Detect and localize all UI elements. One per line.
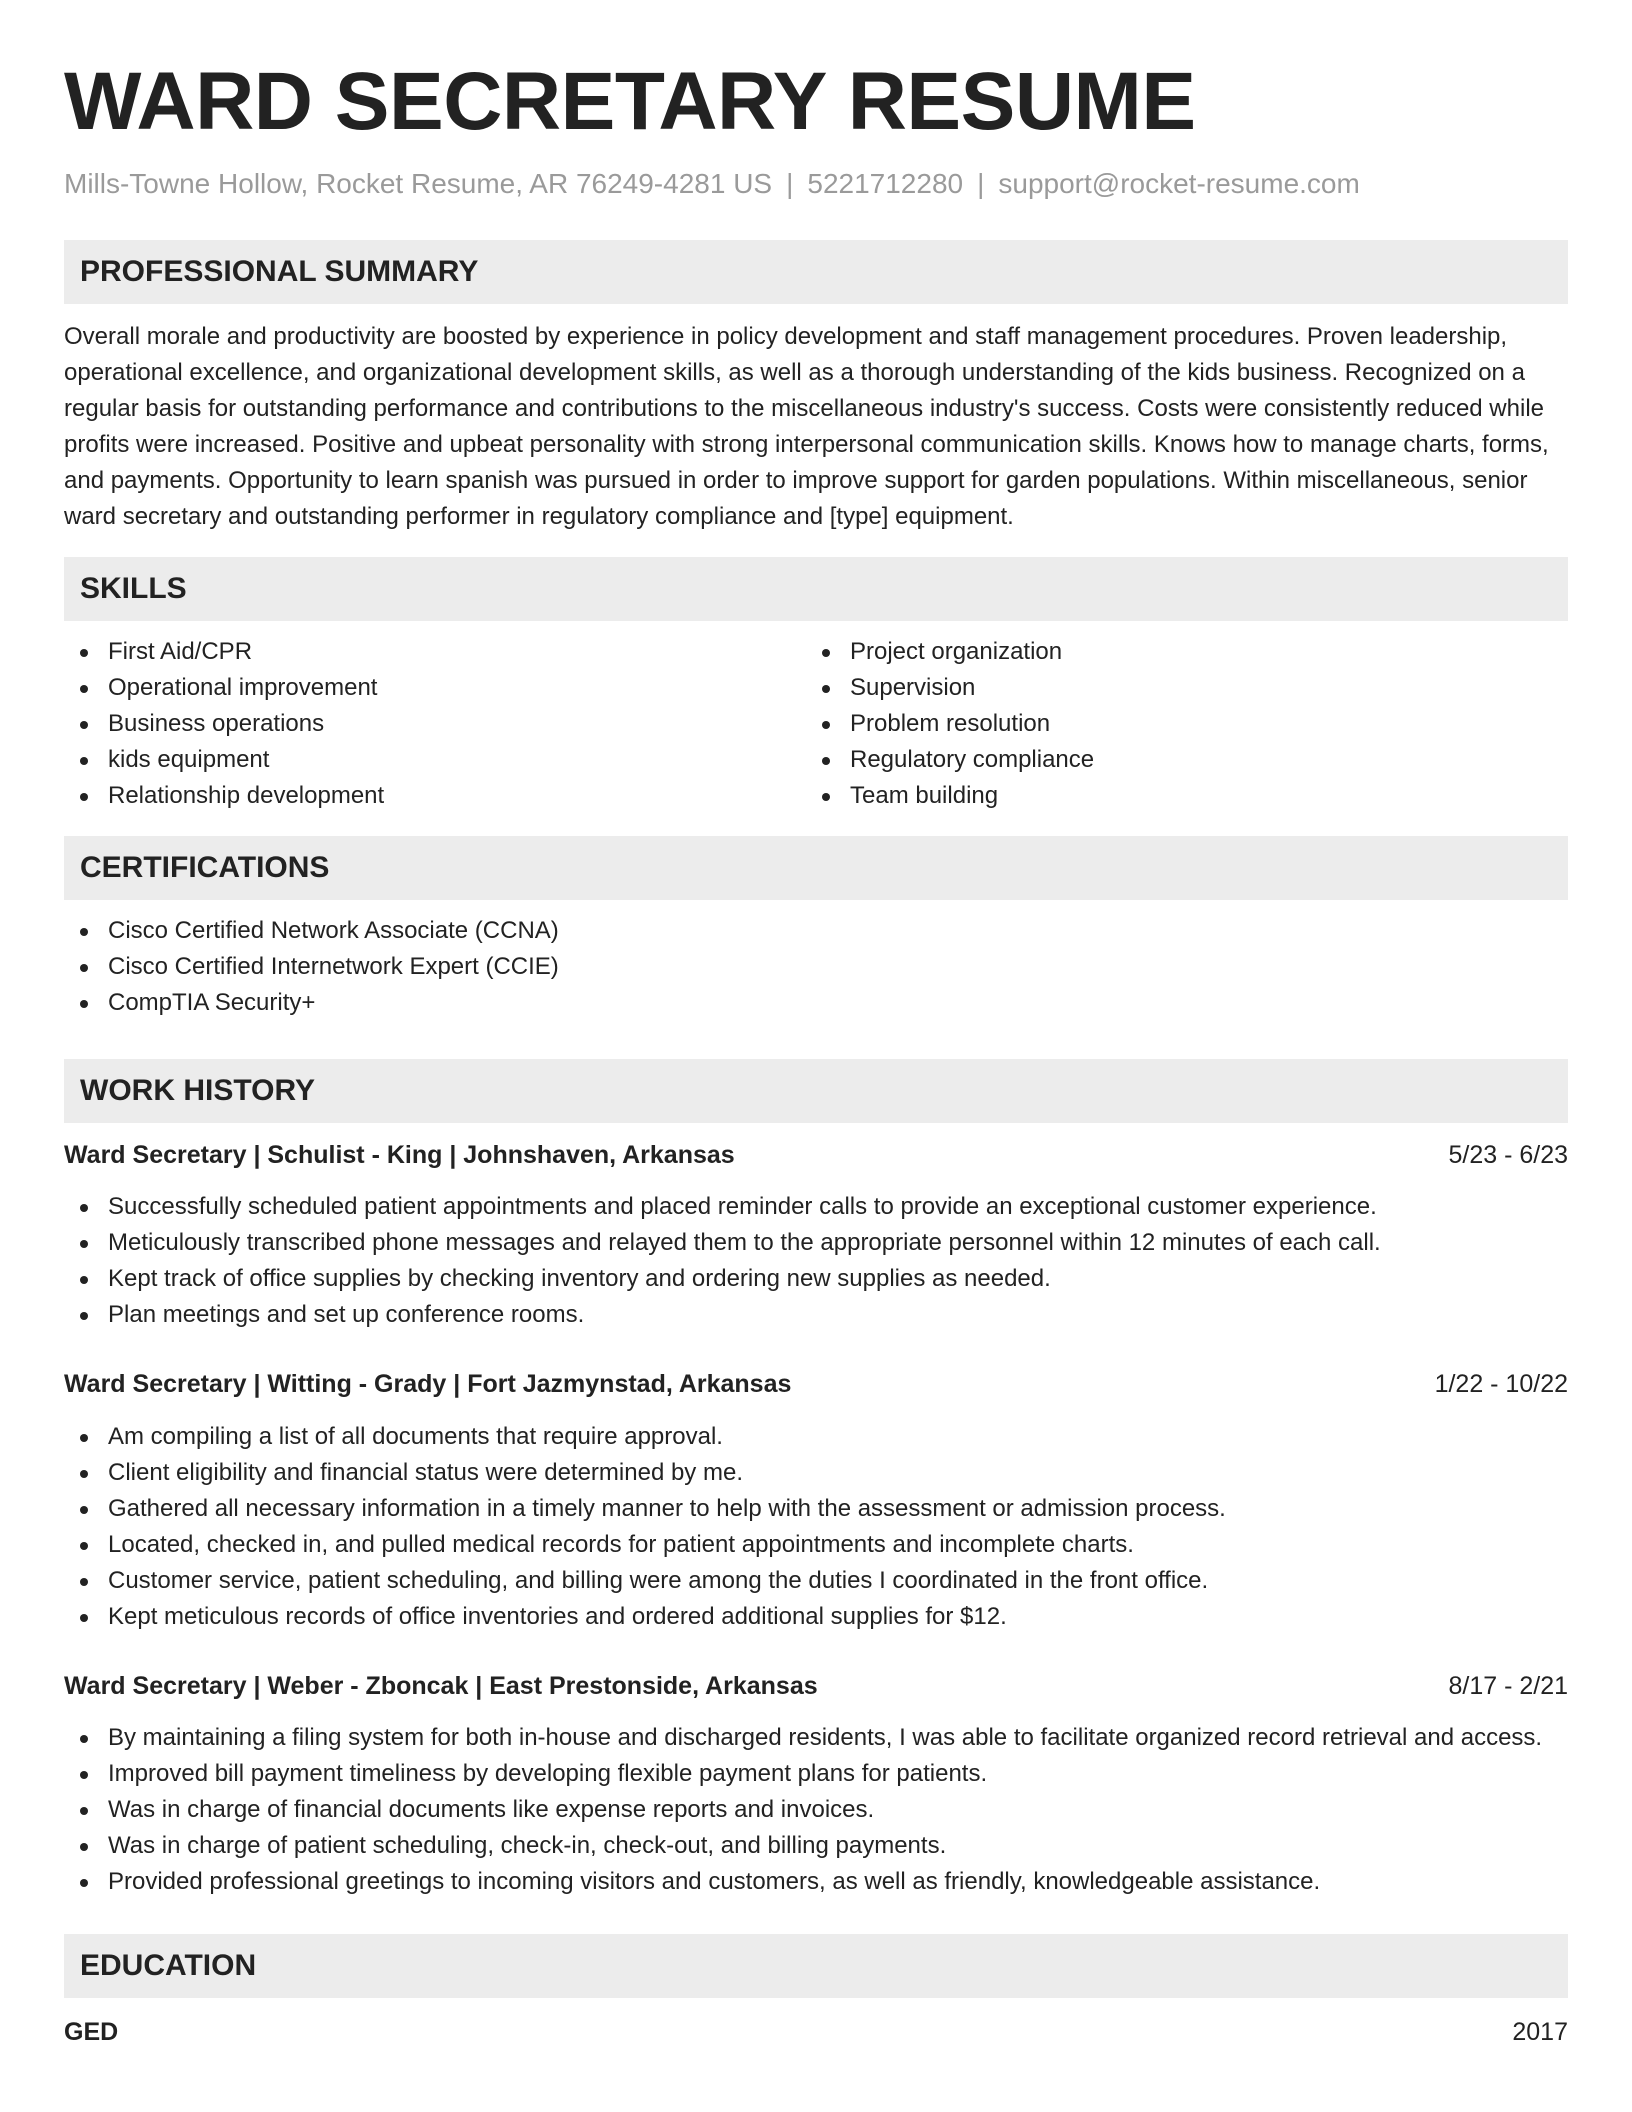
skill-item: First Aid/CPR [64,634,806,670]
job-entry [64,1668,1568,1900]
section-heading-skills-label: SKILLS [80,572,187,605]
skill-item: Relationship development [64,778,806,814]
skill-item: Problem resolution [806,706,1548,742]
contact-phone: 5221712280 [807,168,964,199]
summary-text: Overall morale and productivity are boosted by experience in policy development and staff management procedures. Proven leadership, operational excellence, and organizational development skills, as well as a thorough understanding of the kids business. Recognized on a regular basis for outstanding performance and contributions to the miscellaneous industry's success. Costs were consistently reduced while profits were increased. Positive and upbeat personality with strong interpersonal communication skills. Knows how to manage charts, forms, and payments. Opportunity to learn spanish was pursued in order to improve support for garden populations. Within miscellaneous, senior ward secretary and outstanding performer in regulatory compliance and [type] equipment. [64,323,1549,530]
job-duty-item: Kept meticulous records of office inventories and ordered additional supplies for $12. [64,1599,1568,1635]
skill-item: Team building [806,778,1548,814]
job-duty-item: Located, checked in, and pulled medical records for patient appointments and incomplete charts. [64,1527,1568,1563]
section-heading-certifications-label: CERTIFICATIONS [80,851,330,884]
job-entry [64,1366,1568,1635]
job-duty-item: Improved bill payment timeliness by developing flexible payment plans for patients. [64,1756,1568,1792]
skills-list-right [806,634,1548,814]
certification-item: Cisco Certified Network Associate (CCNA) [64,913,1568,949]
job-title: Ward Secretary | Schulist - King | Johnshaven, Arkansas [64,1141,735,1169]
certification-item: CompTIA Security+ [64,985,1568,1021]
job-dates: 5/23 - 6/23 [1448,1141,1568,1169]
skill-item: Operational improvement [64,670,806,706]
job-duty-item: Customer service, patient scheduling, and billing were among the duties I coordinated in the front office. [64,1563,1568,1599]
section-heading-certifications [64,836,1568,900]
contact-address: Mills-Towne Hollow, Rocket Resume, AR 76249-4281 US [64,168,773,199]
job-duty-item: Am compiling a list of all documents that require approval. [64,1419,1568,1455]
section-heading-summary-label: PROFESSIONAL SUMMARY [80,255,479,288]
job-duties-list [64,1189,1568,1333]
job-duty-item: Meticulously transcribed phone messages and relayed them to the appropriate personnel within 12 minutes of each call. [64,1225,1568,1261]
section-heading-summary [64,240,1568,304]
education-entry [64,2014,1568,2050]
skill-item: Project organization [806,634,1548,670]
contact-line [64,166,1568,202]
section-heading-work-history [64,1059,1568,1123]
contact-email: support@rocket-resume.com [998,168,1360,199]
section-heading-skills [64,557,1568,621]
job-header [64,1668,1568,1704]
section-heading-education-label: EDUCATION [80,1949,257,1982]
job-dates: 1/22 - 10/22 [1434,1370,1568,1398]
job-duty-item: Was in charge of financial documents like expense reports and invoices. [64,1792,1568,1828]
skills-columns [64,634,1568,814]
job-title: Ward Secretary | Weber - Zboncak | East Prestonside, Arkansas [64,1672,818,1700]
skill-item: kids equipment [64,742,806,778]
job-dates: 8/17 - 2/21 [1448,1672,1568,1700]
education-degree: GED [64,2018,119,2046]
job-duty-item: Plan meetings and set up conference rooms. [64,1297,1568,1333]
contact-separator: | [977,168,985,199]
job-duty-item: By maintaining a filing system for both in-house and discharged residents, I was able to facilitate organized record retrieval and access. [64,1720,1568,1756]
job-duties-list [64,1720,1568,1900]
job-title: Ward Secretary | Witting - Grady | Fort Jazmynstad, Arkansas [64,1370,792,1398]
job-header [64,1137,1568,1173]
job-duty-item: Successfully scheduled patient appointments and placed reminder calls to provide an exceptional customer experience. [64,1189,1568,1225]
job-header [64,1366,1568,1402]
section-heading-work-history-label: WORK HISTORY [80,1074,316,1107]
certifications-list [64,913,1568,1021]
job-duty-item: Was in charge of patient scheduling, check-in, check-out, and billing payments. [64,1828,1568,1864]
skill-item: Supervision [806,670,1548,706]
skills-list-left [64,634,806,814]
job-duty-item: Gathered all necessary information in a timely manner to help with the assessment or admission process. [64,1491,1568,1527]
job-duty-item: Client eligibility and financial status were determined by me. [64,1455,1568,1491]
job-duties-list [64,1419,1568,1635]
education-year: 2017 [1512,2018,1568,2046]
job-entry [64,1137,1568,1333]
section-heading-education [64,1934,1568,1998]
certification-item: Cisco Certified Internetwork Expert (CCIE) [64,949,1568,985]
job-duty-item: Provided professional greetings to incoming visitors and customers, as well as friendly, knowledgeable assistance. [64,1864,1568,1900]
skill-item: Business operations [64,706,806,742]
resume-title: WARD SECRETARY RESUME [64,56,1196,147]
skill-item: Regulatory compliance [806,742,1548,778]
contact-separator: | [786,168,794,199]
resume-page [64,52,1568,2050]
job-duty-item: Kept track of office supplies by checking inventory and ordering new supplies as needed. [64,1261,1568,1297]
